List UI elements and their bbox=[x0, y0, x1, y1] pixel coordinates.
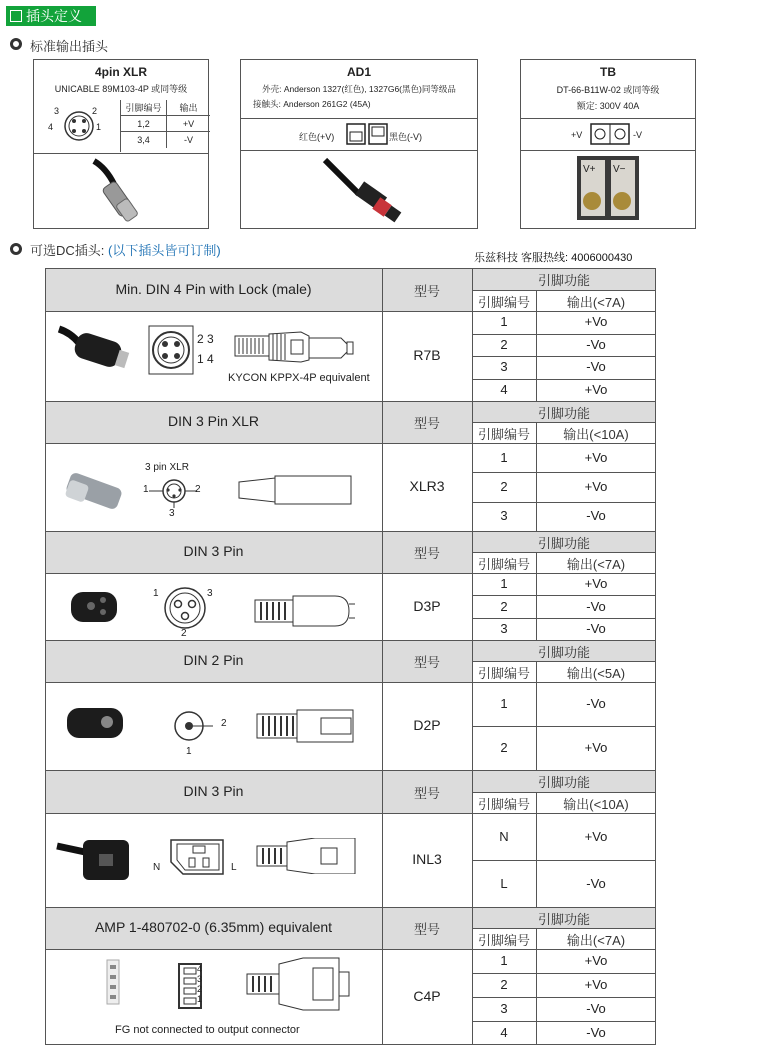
d2p-photo bbox=[63, 692, 127, 754]
model-value: R7B bbox=[413, 347, 441, 363]
pin-output: +Vo bbox=[584, 576, 608, 592]
pin-mark-4: 4 bbox=[48, 122, 54, 132]
pin-mark-3: 3 bbox=[54, 106, 60, 116]
pin-output: +Vo bbox=[584, 479, 608, 494]
pin-output: +Vo bbox=[584, 828, 608, 844]
connector-name: DIN 2 Pin bbox=[183, 652, 244, 668]
r7b-pin-numbers-bottom: 1 4 bbox=[197, 352, 214, 366]
output-cell: +V bbox=[182, 119, 195, 129]
pin-no-cell: 1,2 bbox=[121, 116, 167, 131]
output-header: 输出 bbox=[179, 103, 198, 113]
c4p-plug-drawing bbox=[243, 956, 353, 1012]
ad1-photo bbox=[321, 154, 411, 226]
pin-function-label: 引脚功能 bbox=[537, 406, 590, 421]
pin-number: 2 bbox=[500, 977, 508, 992]
pin-output: +Vo bbox=[584, 977, 608, 992]
pin-no-label: 引脚编号 bbox=[477, 295, 530, 310]
output-cell: -V bbox=[184, 135, 193, 145]
std-connector-title: TB bbox=[600, 65, 616, 79]
pin-number: 3 bbox=[500, 620, 508, 636]
pin-no-label: 引脚编号 bbox=[477, 557, 530, 572]
xlr3-pin-mark-bottom: 3 bbox=[169, 508, 175, 519]
pin-output: +Vo bbox=[584, 953, 608, 968]
pin-number: 2 bbox=[500, 336, 508, 352]
pin-number: 2 bbox=[500, 479, 508, 494]
c4p-pin-mark: 1 bbox=[197, 994, 203, 1004]
pin-no-label: 引脚编号 bbox=[477, 933, 530, 948]
xlr3-pin-mark-left: 1 bbox=[143, 484, 149, 495]
c4p-pin-mark: 3 bbox=[197, 974, 203, 984]
d3p-pin-mark-left: 1 bbox=[153, 588, 159, 599]
pin-function-label: 引脚功能 bbox=[537, 775, 590, 790]
pin-number: 4 bbox=[500, 381, 508, 397]
inl3-pinout-diagram bbox=[163, 834, 231, 880]
pin-output: +Vo bbox=[584, 381, 608, 397]
c4p-pin-mark: 2 bbox=[197, 984, 203, 994]
r7b-photo bbox=[55, 323, 135, 378]
d3p-pinout-diagram bbox=[159, 586, 211, 634]
d2p-pin-mark-right: 2 bbox=[221, 718, 227, 729]
section-title-bar bbox=[6, 6, 96, 26]
xlr4-photo bbox=[84, 156, 164, 226]
pin-output: -Vo bbox=[586, 1001, 606, 1016]
output-rating-label: 输出(<10A) bbox=[563, 797, 629, 812]
model-value: INL3 bbox=[412, 851, 442, 867]
model-label: 型号 bbox=[413, 655, 440, 670]
r7b-pin-numbers-top: 2 3 bbox=[197, 332, 214, 346]
r7b-pinout-diagram bbox=[147, 324, 195, 376]
xlr3-photo bbox=[63, 468, 125, 514]
optional-heading-note: (以下插头皆可订制) bbox=[108, 243, 221, 258]
tb-rating-line: 额定: 300V 40A bbox=[576, 101, 640, 111]
d3p-plug-drawing bbox=[253, 594, 357, 628]
pin-output: -Vo bbox=[586, 359, 606, 375]
d3p-pin-mark-bottom: 2 bbox=[181, 628, 187, 639]
d3p-pin-mark-right: 3 bbox=[207, 588, 213, 599]
pin-number: 2 bbox=[500, 740, 508, 755]
pin-output: -Vo bbox=[586, 508, 606, 524]
dc-connector-table bbox=[45, 268, 656, 1045]
inl3-pin-mark-right: L bbox=[231, 862, 237, 873]
tb-photo bbox=[577, 156, 639, 220]
optional-heading bbox=[30, 240, 221, 259]
ad1-black-label: 黑色(-V) bbox=[389, 132, 422, 142]
inl3-photo bbox=[55, 834, 135, 888]
ad1-contact-line: 接触头: Anderson 261G2 (45A) bbox=[253, 99, 371, 109]
connector-name: AMP 1-480702-0 (6.35mm) equivalent bbox=[94, 919, 333, 935]
pin-no-header: 引脚编号 bbox=[121, 100, 167, 115]
pin-output: -Vo bbox=[586, 696, 606, 711]
c4p-photo bbox=[105, 958, 121, 1006]
pin-number: 3 bbox=[500, 1001, 508, 1016]
std-connector-4pin-xlr bbox=[33, 59, 209, 229]
xlr3-plug-drawing bbox=[235, 474, 355, 506]
r7b-equiv-note: KYCON KPPX-4P equivalent bbox=[228, 372, 370, 384]
model-label: 型号 bbox=[413, 785, 440, 801]
xlr3-pin-mark-right: 2 bbox=[195, 484, 201, 495]
d3p-photo bbox=[61, 584, 125, 630]
std-connector-title: 4pin XLR bbox=[94, 65, 147, 79]
pin-no-label: 引脚编号 bbox=[477, 666, 530, 681]
pin-number: 1 bbox=[500, 576, 508, 592]
output-rating-label: 输出(<7A) bbox=[566, 295, 626, 310]
bullet-icon bbox=[10, 243, 22, 255]
pin-number: 4 bbox=[500, 1025, 508, 1040]
pin-function-label: 引脚功能 bbox=[537, 536, 590, 551]
tb-terminal-icon bbox=[589, 122, 631, 146]
pin-mark-1: 1 bbox=[96, 122, 102, 132]
square-icon bbox=[10, 10, 22, 22]
std-pin-table bbox=[120, 100, 210, 152]
tb-model-line: DT-66-B11W-02 或同等级 bbox=[556, 85, 660, 95]
pin-number: 1 bbox=[500, 953, 508, 968]
connector-name: DIN 3 Pin bbox=[183, 543, 244, 559]
standard-heading: 标准输出插头 bbox=[30, 39, 109, 54]
xlr3-diagram-label: 3 pin XLR bbox=[145, 462, 189, 473]
pin-function-label: 引脚功能 bbox=[537, 912, 590, 927]
model-value: D2P bbox=[413, 717, 441, 733]
connector-name: Min. DIN 4 Pin with Lock (male) bbox=[115, 280, 312, 297]
model-value: C4P bbox=[413, 988, 441, 1004]
xlr3-pinout-diagram bbox=[149, 478, 199, 508]
pin-number: L bbox=[500, 875, 508, 891]
std-connector-title: AD1 bbox=[346, 65, 371, 79]
hotline: 乐兹科技 客服热线: 4006000430 bbox=[474, 252, 633, 264]
d2p-pinout-diagram bbox=[171, 708, 215, 748]
pin-output: -Vo bbox=[586, 598, 606, 614]
output-rating-label: 输出(<5A) bbox=[566, 666, 626, 681]
tb-minus-label: -V bbox=[633, 130, 642, 140]
model-value: XLR3 bbox=[409, 478, 445, 494]
std-connector-ad1 bbox=[240, 59, 478, 229]
optional-heading-text: 可选DC插头: bbox=[30, 243, 105, 258]
pin-output: -Vo bbox=[586, 620, 606, 636]
pin-number: 3 bbox=[500, 359, 508, 375]
model-label: 型号 bbox=[413, 416, 440, 431]
pin-number: 3 bbox=[500, 508, 508, 524]
tb-photo-plus: V+ bbox=[583, 164, 596, 175]
ad1-connector-icon bbox=[345, 122, 389, 146]
inl3-pin-mark-left: N bbox=[153, 862, 161, 873]
output-rating-label: 输出(<10A) bbox=[563, 427, 629, 442]
std-connector-tb bbox=[520, 59, 696, 229]
c4p-pin-mark: 4 bbox=[197, 964, 203, 974]
model-label: 型号 bbox=[413, 283, 440, 299]
pin-output: +Vo bbox=[584, 314, 608, 330]
pin-mark-2: 2 bbox=[92, 106, 98, 116]
ad1-housing-line: 外壳: Anderson 1327(红色), 1327G6(黑色)同等级品 bbox=[262, 84, 456, 94]
pin-no-label: 引脚编号 bbox=[477, 797, 530, 812]
ad1-red-label: 红色(+V) bbox=[299, 132, 335, 142]
pin-number: 1 bbox=[500, 314, 508, 330]
pin-output: +Vo bbox=[584, 449, 608, 465]
output-rating-label: 输出(<7A) bbox=[566, 933, 626, 948]
pin-output: -Vo bbox=[586, 875, 606, 891]
pin-output: +Vo bbox=[584, 740, 608, 755]
tb-photo-minus: V− bbox=[613, 164, 626, 175]
r7b-plug-drawing bbox=[231, 328, 359, 368]
connector-name: DIN 3 Pin XLR bbox=[167, 413, 260, 429]
connector-name: DIN 3 Pin bbox=[183, 782, 244, 799]
section-title: 插头定义 bbox=[26, 8, 82, 24]
d2p-plug-drawing bbox=[255, 708, 355, 744]
pin-number: 1 bbox=[500, 449, 508, 465]
c4p-fg-note: FG not connected to output connector bbox=[115, 1024, 300, 1036]
pin-function-label: 引脚功能 bbox=[537, 645, 590, 660]
pin-output: -Vo bbox=[586, 1025, 606, 1040]
bullet-icon bbox=[10, 38, 22, 50]
output-rating-label: 输出(<7A) bbox=[566, 557, 626, 572]
pin-number: 1 bbox=[500, 696, 508, 711]
pin-output: -Vo bbox=[586, 336, 606, 352]
pin-no-label: 引脚编号 bbox=[477, 427, 530, 442]
model-value: D3P bbox=[413, 597, 441, 614]
pin-number: N bbox=[499, 828, 509, 844]
model-label: 型号 bbox=[413, 922, 440, 937]
pin-function-label: 引脚功能 bbox=[537, 273, 590, 288]
pin-number: 2 bbox=[500, 598, 508, 614]
model-label: 型号 bbox=[413, 546, 440, 561]
std-connector-subtitle: UNICABLE 89M103-4P 或同等级 bbox=[54, 84, 188, 94]
pin-no-cell: 3,4 bbox=[121, 132, 167, 148]
d2p-pin-mark-bottom: 1 bbox=[186, 746, 192, 757]
inl3-plug-drawing bbox=[255, 838, 359, 874]
tb-plus-label: +V bbox=[571, 130, 583, 140]
